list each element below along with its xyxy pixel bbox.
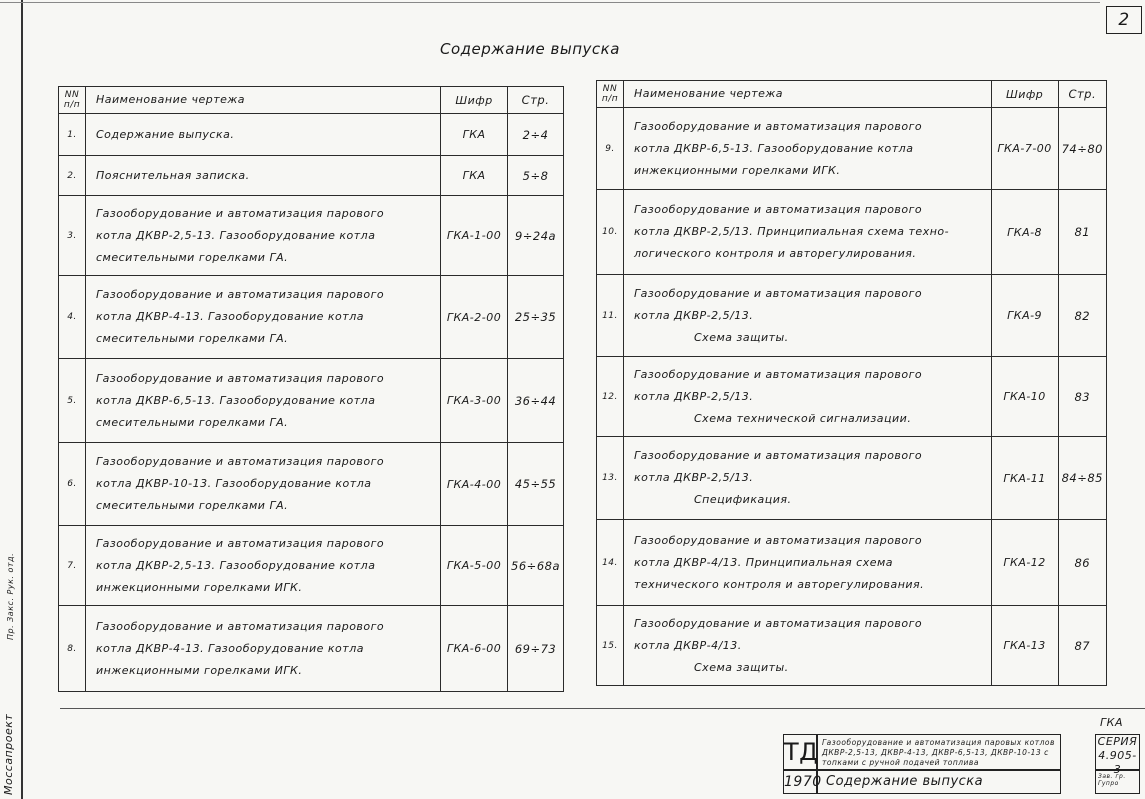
margin-org: Моссапроект — [2, 713, 15, 795]
table-row — [597, 520, 1107, 606]
row-name — [624, 108, 992, 190]
table-row — [597, 190, 1107, 275]
row-page: 5÷8 — [508, 156, 564, 196]
row-page: 74÷80 — [1058, 108, 1106, 190]
header-code: Шифр — [991, 81, 1058, 108]
row-number: 13. — [597, 437, 624, 520]
margin-notes: Пр. Закс. Рук. отд. — [6, 552, 15, 640]
row-code: ГКА — [441, 156, 508, 196]
row-name — [624, 520, 992, 606]
row-number: 1. — [59, 114, 86, 156]
row-name-line: смесительными горелками ГА. — [96, 332, 289, 345]
header-code: Шифр — [441, 87, 508, 114]
row-code: ГКА-1-00 — [441, 196, 508, 276]
row-name-line: Газооборудование и автоматизация парового — [96, 619, 385, 633]
row-name-line: Газооборудование и автоматизация парового — [634, 616, 923, 630]
row-name-line: технического контроля и авторегулирования. — [634, 577, 925, 591]
row-name-line: котла ДКВР-4/13. — [634, 638, 742, 652]
row-number: 5. — [59, 359, 86, 443]
row-page: 36÷44 — [508, 359, 564, 443]
row-number: 6. — [59, 443, 86, 526]
row-code: ГКА-11 — [991, 437, 1058, 520]
row-page: 84÷85 — [1058, 437, 1106, 520]
stamp-series — [1095, 734, 1140, 776]
row-name-line: котла ДКВР-4-13. Газооборудование котла — [96, 310, 364, 323]
header-page: Стр. — [1058, 81, 1106, 108]
row-name-line: котла ДКВР-2,5/13. — [634, 308, 754, 322]
row-name-line: котла ДКВР-6,5-13. Газооборудование котла — [96, 393, 376, 407]
stamp-year: 1970 — [783, 770, 817, 794]
row-page: 83 — [1058, 357, 1106, 437]
row-code: ГКА-2-00 — [441, 276, 508, 359]
table-row — [597, 437, 1107, 520]
header-page: Стр. — [508, 87, 564, 114]
row-name-line: Газооборудование и автоматизация парового — [96, 206, 385, 220]
left-frame-line — [21, 0, 23, 799]
row-name — [86, 359, 441, 443]
row-number: 9. — [597, 108, 624, 190]
bottom-frame-line — [60, 708, 1145, 709]
row-name — [86, 156, 441, 196]
row-name-line: смесительными горелками ГА. — [96, 499, 289, 512]
table-row — [597, 275, 1107, 357]
row-code: ГКА-5-00 — [441, 526, 508, 606]
row-code: ГКА — [441, 114, 508, 156]
row-page: 87 — [1058, 606, 1106, 686]
row-name — [86, 114, 441, 156]
title-block — [783, 716, 1140, 796]
row-code: ГКА-12 — [991, 520, 1058, 606]
row-name-line: котла ДКВР-2,5-13. Газооборудование котла — [96, 558, 376, 572]
table-row — [59, 156, 564, 196]
header-name: Наименование чертежа — [86, 87, 441, 114]
row-page: 81 — [1058, 190, 1106, 275]
top-frame-line — [0, 2, 1100, 3]
row-name-line: инжекционными горелками ИГК. — [634, 163, 841, 177]
row-name-line: Пояснительная записка. — [96, 168, 250, 182]
row-name-line: Газооборудование и автоматизация парового — [634, 449, 923, 462]
row-name-line: котла ДКВР-4-13. Газооборудование котла — [96, 641, 364, 655]
row-name-line: Содержание выпуска. — [96, 127, 235, 141]
row-name-line: смесительными горелками ГА. — [96, 250, 289, 264]
row-name — [86, 526, 441, 606]
toc-table-right — [596, 80, 1107, 686]
row-number: 11. — [597, 275, 624, 357]
row-number: 10. — [597, 190, 624, 275]
row-page: 56÷68а — [508, 526, 564, 606]
header-no: NN п/п — [59, 87, 86, 114]
table-row — [59, 276, 564, 359]
table-header-row — [597, 81, 1107, 108]
toc-table-left — [58, 86, 564, 692]
stamp-series-label: СЕРИЯ — [1097, 735, 1138, 748]
row-code: ГКА-7-00 — [991, 108, 1058, 190]
row-code: ГКА-4-00 — [441, 443, 508, 526]
row-name — [86, 196, 441, 276]
row-code: ГКА-6-00 — [441, 606, 508, 692]
row-name — [624, 357, 992, 437]
stamp-td: ТД — [783, 734, 817, 770]
table-header-row — [59, 87, 564, 114]
table-row — [597, 108, 1107, 190]
row-name-line: Схема защиты. — [694, 660, 789, 674]
row-name-line: Газооборудование и автоматизация парового — [96, 288, 385, 301]
row-name-line: инжекционными горелками ИГК. — [96, 663, 303, 677]
row-name-line: котла ДКВР-2,5-13. Газооборудование котла — [96, 228, 376, 242]
row-name — [624, 190, 992, 275]
row-code: ГКА-8 — [991, 190, 1058, 275]
row-name-line: Газооборудование и автоматизация парового — [634, 367, 923, 381]
row-code: ГКА-10 — [991, 357, 1058, 437]
row-number: 3. — [59, 196, 86, 276]
row-name-line: Газооборудование и автоматизация парового — [634, 286, 923, 300]
row-page: 86 — [1058, 520, 1106, 606]
table-row — [59, 526, 564, 606]
row-number: 8. — [59, 606, 86, 692]
row-code: ГКА-13 — [991, 606, 1058, 686]
row-number: 2. — [59, 156, 86, 196]
row-page: 82 — [1058, 275, 1106, 357]
table-row — [59, 114, 564, 156]
row-number: 12. — [597, 357, 624, 437]
row-page: 45÷55 — [508, 443, 564, 526]
row-name — [86, 276, 441, 359]
stamp-gka: ГКА — [1100, 716, 1123, 729]
row-name-line: котла ДКВР-6,5-13. Газооборудование котла — [634, 141, 914, 155]
stamp-misc: Зав. гр. Гупро — [1095, 770, 1140, 794]
row-name-line: Схема защиты. — [694, 330, 789, 344]
row-name — [624, 275, 992, 357]
row-name-line: смесительными горелками ГА. — [96, 415, 289, 429]
row-name-line: котла ДКВР-4/13. Принципиальная схема — [634, 555, 894, 569]
page-number: 2 — [1106, 6, 1142, 34]
header-name: Наименование чертежа — [624, 81, 992, 108]
table-row — [59, 359, 564, 443]
header-no: NN п/п — [597, 81, 624, 108]
row-name-line: Спецификация. — [694, 493, 792, 506]
stamp-doc-title: Содержание выпуска — [817, 770, 1061, 794]
row-name — [624, 437, 992, 520]
row-name — [624, 606, 992, 686]
row-name-line: Газооборудование и автоматизация парового — [96, 371, 385, 385]
row-name — [86, 443, 441, 526]
table-row — [59, 196, 564, 276]
page-title: Содержание выпуска — [440, 40, 620, 58]
row-number: 14. — [597, 520, 624, 606]
table-row — [597, 606, 1107, 686]
row-name-line: котла ДКВР-2,5/13. Принципиальная схема техно- — [634, 225, 950, 238]
row-number: 7. — [59, 526, 86, 606]
row-name-line: Схема технической сигнализации. — [694, 411, 912, 425]
table-row — [59, 443, 564, 526]
table-row — [59, 606, 564, 692]
row-name-line: логического контроля и авторегулирования. — [634, 247, 917, 260]
row-number: 4. — [59, 276, 86, 359]
row-name-line: Газооборудование и автоматизация парового — [634, 533, 923, 547]
table-row — [597, 357, 1107, 437]
row-name-line: котла ДКВР-10-13. Газооборудование котла — [96, 477, 372, 490]
row-page: 9÷24а — [508, 196, 564, 276]
row-name-line: Газооборудование и автоматизация парового — [96, 455, 385, 468]
row-code: ГКА-3-00 — [441, 359, 508, 443]
row-name-line: котла ДКВР-2,5/13. — [634, 471, 754, 484]
row-name — [86, 606, 441, 692]
row-code: ГКА-9 — [991, 275, 1058, 357]
row-page: 25÷35 — [508, 276, 564, 359]
row-name-line: Газооборудование и автоматизация парового — [634, 119, 923, 133]
row-name-line: Газооборудование и автоматизация парового — [634, 203, 923, 216]
stamp-series-number: 4.905-3 — [1098, 749, 1137, 776]
row-page: 69÷73 — [508, 606, 564, 692]
row-number: 15. — [597, 606, 624, 686]
stamp-description: Газооборудование и автоматизация паровых котлов ДКВР-2,5-13, ДКВР-4-13, ДКВР-6,5-13, ДКВР-10-13 с топками с ручной подачей топлива — [817, 734, 1061, 770]
row-page: 2÷4 — [508, 114, 564, 156]
row-name-line: Газооборудование и автоматизация парового — [96, 536, 385, 550]
row-name-line: инжекционными горелками ИГК. — [96, 580, 303, 594]
row-name-line: котла ДКВР-2,5/13. — [634, 389, 754, 403]
